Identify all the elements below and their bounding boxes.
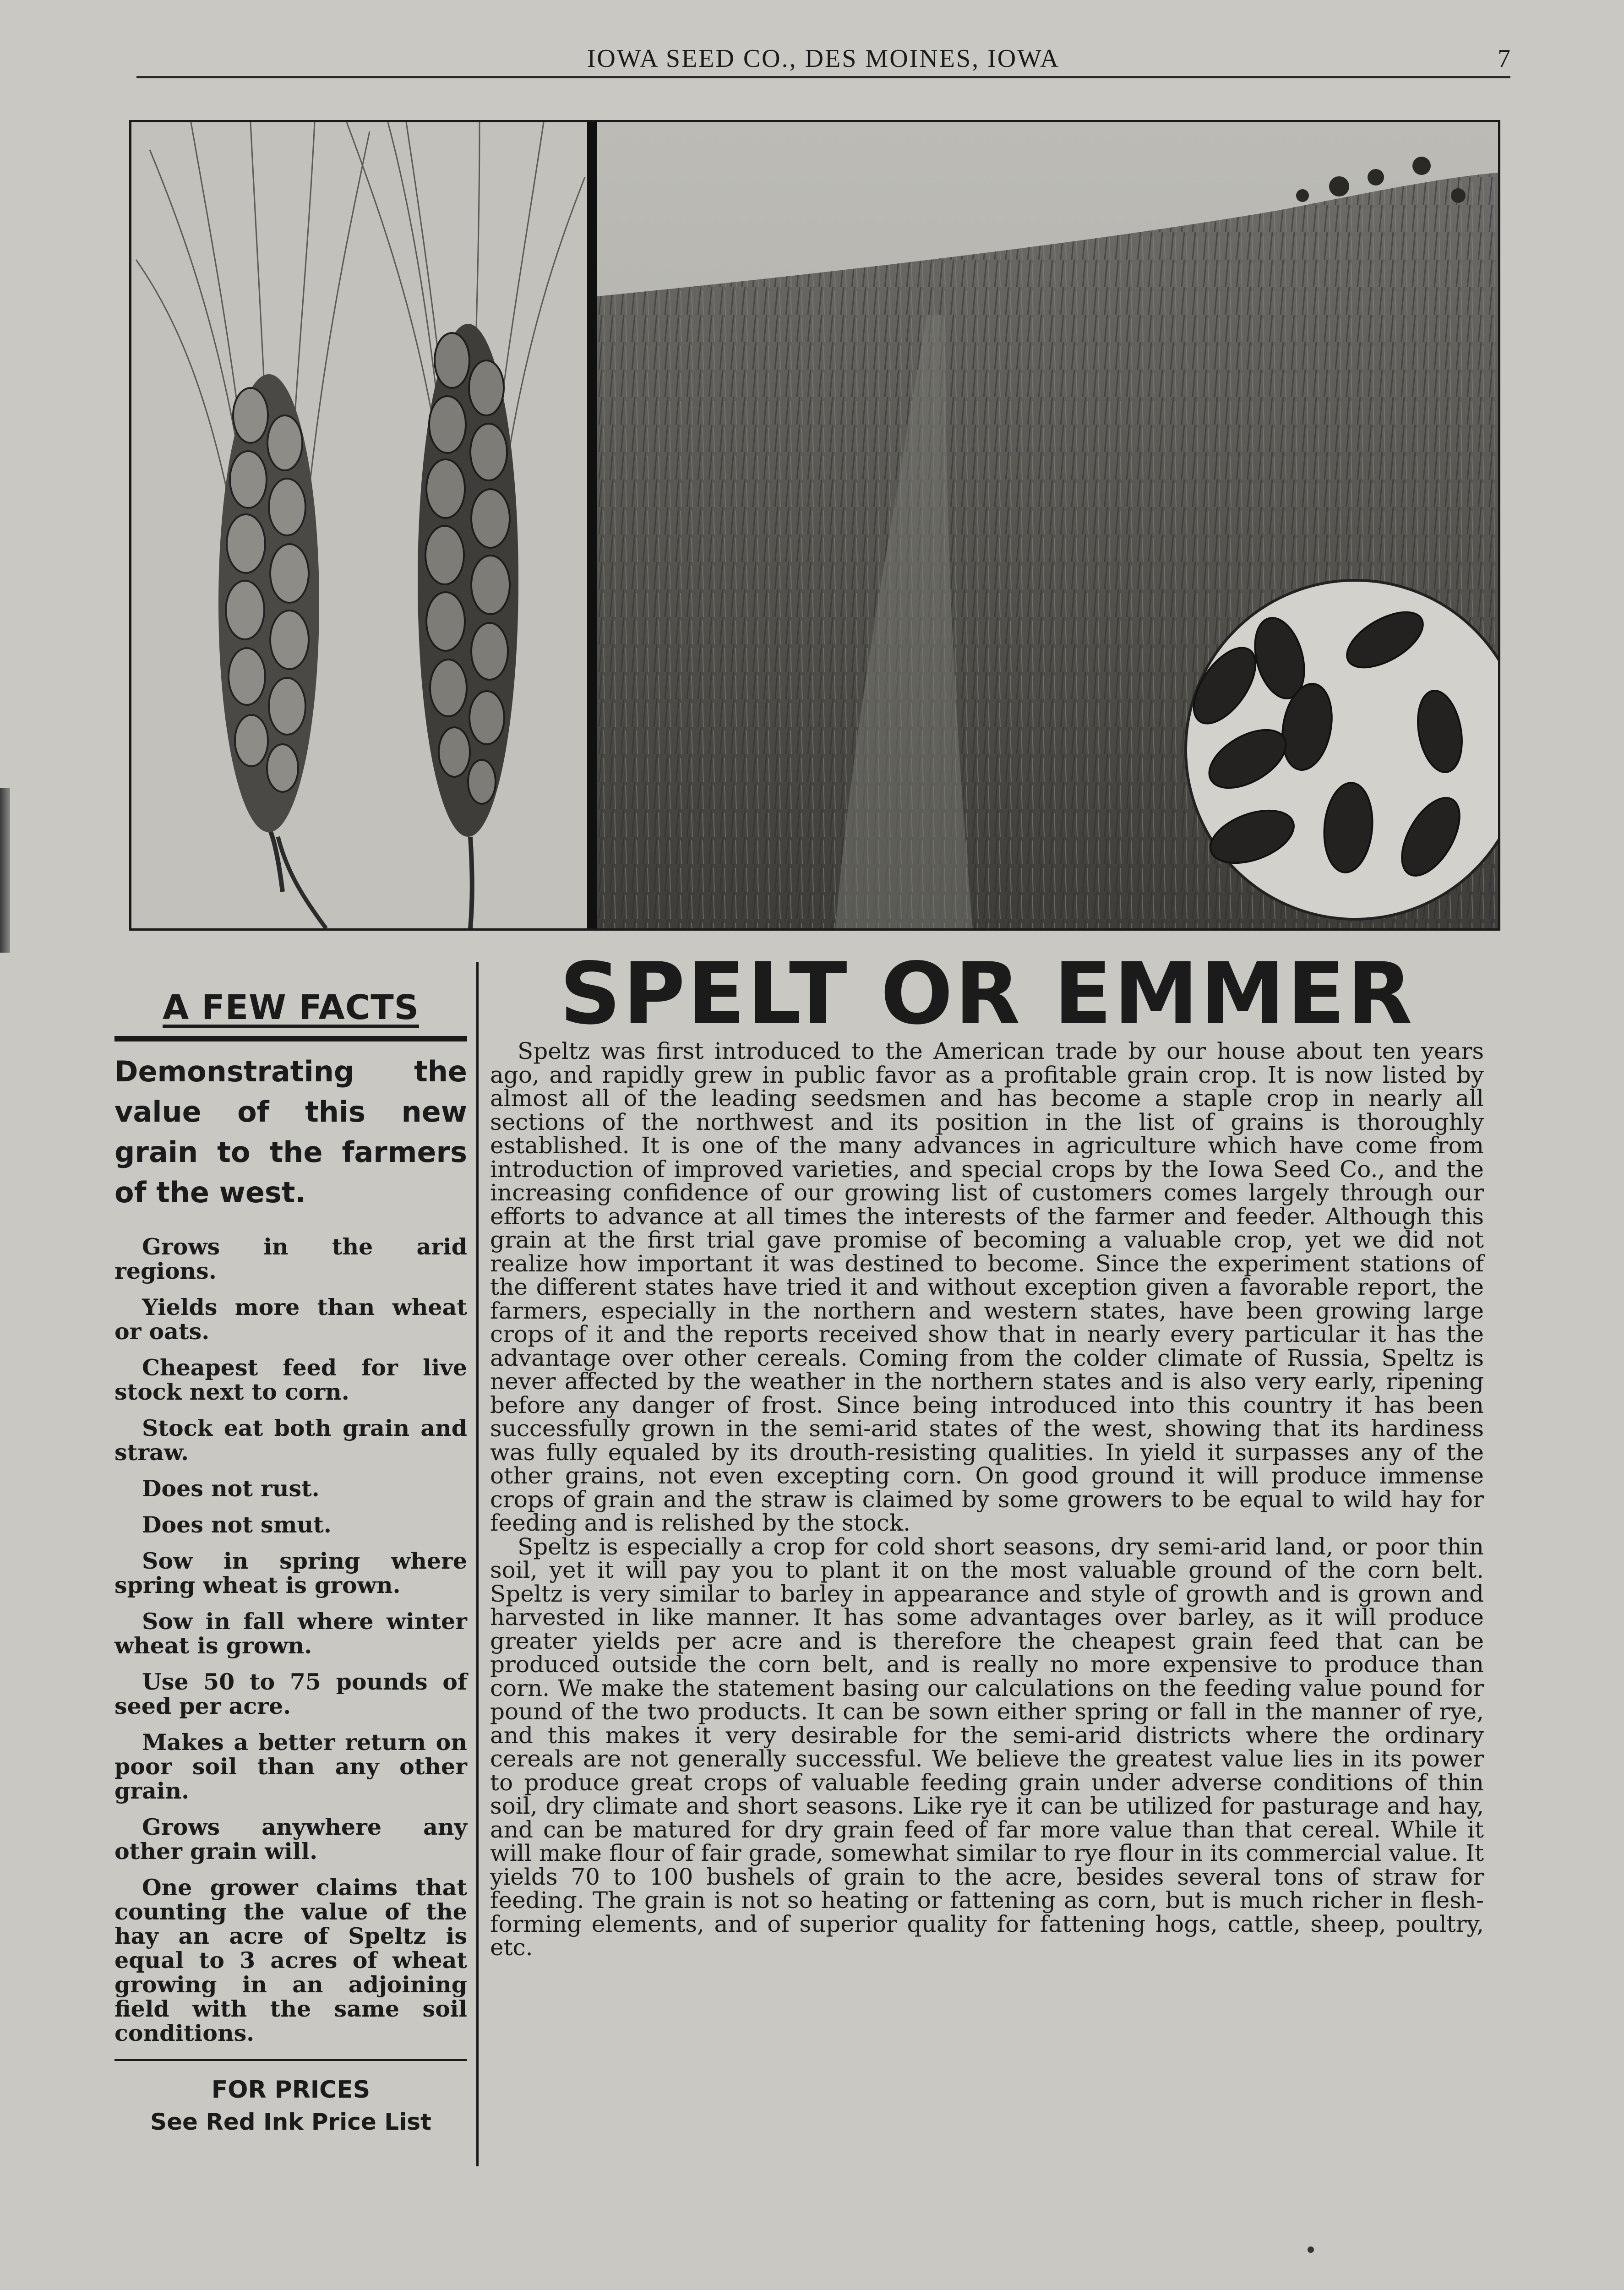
facts-heading: A FEW FACTS — [163, 988, 419, 1027]
photo-divider — [587, 122, 597, 928]
header-rule — [136, 76, 1510, 78]
fact-item: One grower claims that counting the value of the hay an acre of Speltz is equal to 3 acres of wheat growing in an adjoining field with the same soil conditions. — [114, 1874, 467, 2046]
column-rule — [476, 962, 479, 2166]
spelt-field-photo — [597, 122, 1498, 928]
field-illustration — [597, 122, 1498, 928]
page-number: 7 — [1498, 44, 1510, 73]
facts-rule — [114, 1036, 467, 1041]
article-paragraph: Speltz is especially a crop for cold short seasons, dry semi-arid land, or poor thin soil, yet it will pay you to plant it on the most valuable ground of the corn belt. Speltz is very similar to barley in appearance and style of growth and is grown and harvested in like manner. It has some advantages over barley, as it will produce greater yields per acre and is therefore the cheapest grain feed that can be produced outside the corn belt, and is really no more expensive to produce than corn. We make the statement basing our calculations on the feeding value pound for pound of the two products. It can be sown either spring or fall in the manner of rye, and this makes it very desirable for the semi-arid districts where the ordinary cereals are not generally successful. We believe the greatest value lies in its power to produce great crops of valuable feeding grain under adverse conditions of thin soil, dry climate and short seasons. Like rye it can be utilized for pasturage and hay, and can be matured for dry grain feed of far more value than that cereal. While it will make flour of fair grade, somewhat similar to rye flour in its commercial value. It yields 70 to 100 bushels of grain to the acre, besides several tons of straw for feeding. The grain is not so heating or fattening as corn, but is much richer in flesh-forming elements, and of superior quality for fattening hogs, cattle, sheep, poultry, etc. — [490, 1533, 1484, 1961]
fact-item: Stock eat both grain and straw. — [114, 1415, 467, 1466]
fact-item: Sow in spring where spring wheat is grown. — [114, 1548, 467, 1598]
facts-intro: Demonstrating the value of this new grain to the farmers of the west. — [114, 1055, 467, 1209]
article-title: SPELT OR EMMER — [559, 944, 1415, 1043]
paper-speck — [1308, 2246, 1314, 2253]
fact-item: Does not smut. — [142, 1511, 332, 1538]
fact-item: Use 50 to 75 pounds of seed per acre. — [114, 1668, 467, 1719]
fact-item: Sow in fall where winter wheat is grown. — [114, 1608, 467, 1659]
photo-panel — [129, 120, 1500, 931]
page-header — [136, 44, 1510, 81]
prices-rule — [114, 2059, 467, 2061]
binding-edge — [0, 788, 10, 953]
wheat-heads-photo — [131, 122, 587, 928]
fact-item: Grows in the arid regions. — [114, 1233, 467, 1284]
prices-note: See Red Ink Price List — [150, 2109, 431, 2135]
fact-item: Yields more than wheat or oats. — [114, 1294, 467, 1345]
wheat-heads-illustration — [131, 122, 587, 928]
fact-item: Makes a better return on poor soil than any other grain. — [114, 1729, 467, 1804]
article-paragraph: Speltz was first introduced to the American trade by our house about ten years ago, and rapidly grew in public favor as a profitable grain crop. It is now listed by almost all of the leading seedsmen and has become a staple crop in nearly all sections of the northwest and its position in the list of grains is thoroughly established. It is one of the many advances in agriculture which have come from introduction of improved varieties, and special crops by the Iowa Seed Co., and the increasing confidence of our growing list of customers comes largely through our efforts to advance at all times the interests of the farmer and feeder. Although this grain at the first trial gave promise of becoming a valuable crop, yet we did not realize how important it was destined to become. Since the experiment stations of the different states have tried it and without exception given a favorable report, the farmers, especially in the northern and western states, have been growing large crops of it and the reports received show that in nearly every particular it has the advantage over other cereals. Coming from the colder climate of Russia, Speltz is never affected by the weather in the northern states and is also very early, ripening before any danger of frost. Since being introduced into this country it has been successfully grown in the semi-arid states of the west, showing that its hardiness was fully equaled by its drouth-resisting qualities. In yield it surpasses any of the other grains, not even excepting corn. On good ground it will produce immense crops of grain and the straw is claimed by some growers to be equal to wild hay for feeding and is relished by the stock. — [490, 1038, 1484, 1536]
facts-list — [114, 1235, 467, 2045]
prices-title: FOR PRICES — [211, 2076, 371, 2104]
fact-item: Grows anywhere any other grain will. — [114, 1814, 467, 1865]
article — [490, 944, 1484, 1961]
running-head: IOWA SEED CO., DES MOINES, IOWA — [587, 44, 1060, 73]
fact-item: Cheapest feed for live stock next to corn. — [114, 1354, 467, 1405]
fact-item: Does not rust. — [142, 1475, 320, 1502]
facts-sidebar — [114, 985, 467, 2137]
